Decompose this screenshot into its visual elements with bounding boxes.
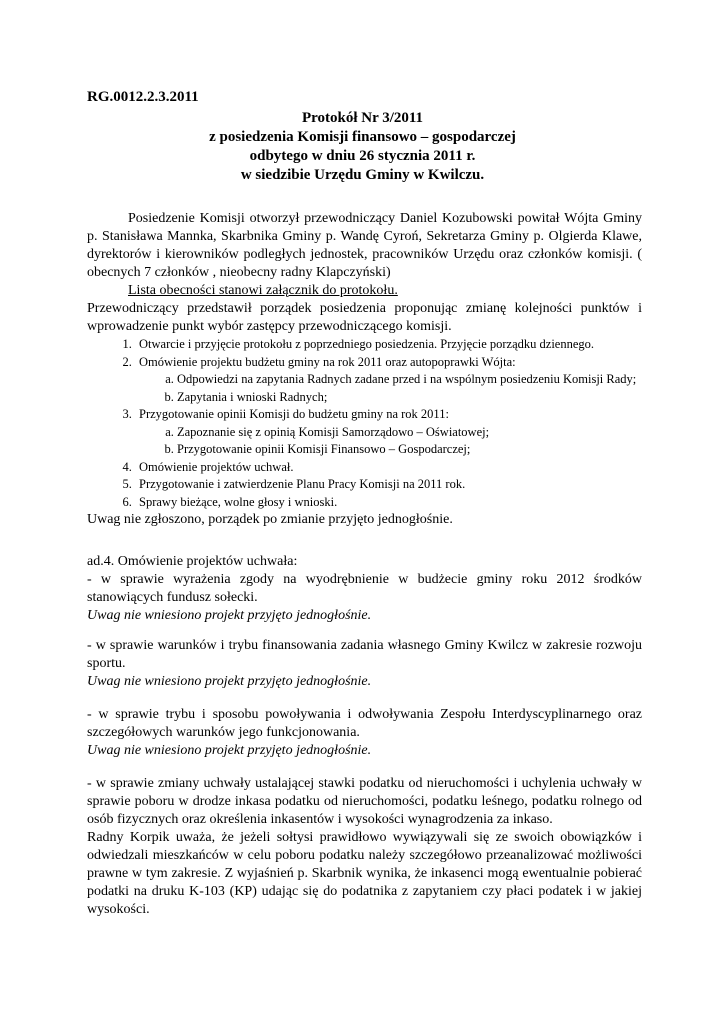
title-line: odbytego w dniu 26 stycznia 2011 r. bbox=[249, 148, 476, 164]
agenda-sublist bbox=[139, 371, 642, 406]
resolution-result: Uwag nie wniesiono projekt przyjęto jednogłośnie. bbox=[87, 674, 372, 689]
agenda-item-text: Omówienie projektów uchwał. bbox=[139, 459, 294, 474]
agenda-item-text: Omówienie projektu budżetu gminy na rok 2011 oraz autopoprawki Wójta: bbox=[139, 354, 516, 369]
resolution-item: - w sprawie warunków i trybu finansowania zadania własnego Gminy Kwilcz w zakresie rozwoju sportu. bbox=[87, 638, 642, 671]
resolution-block bbox=[87, 706, 642, 760]
resolution-block bbox=[87, 637, 642, 691]
agenda-subitem: b. Zapytania i wnioski Radnych; bbox=[177, 389, 642, 407]
intro-paragraph: Posiedzenie Komisji otworzył przewodniczący Daniel Kozubowski powitał Wójta Gminy p. Stanisława Mannka, Skarbnika Gminy p. Wandę Cyroń, Sekretarza Gminy p. Olgierda Klawe, dyrektorów i kierowników podległych jednostek, pracowników Urzędu oraz członków komisji. ( obecnych 7 członków , nieobecny radny Klapczyński) bbox=[87, 211, 642, 280]
agenda-item bbox=[135, 476, 642, 494]
agenda-list bbox=[87, 336, 642, 511]
document-reference-number: RG.0012.2.3.2011 bbox=[87, 89, 199, 105]
agenda-item bbox=[135, 459, 642, 477]
agenda-subitem: a. Odpowiedzi na zapytania Radnych zadane przed i na wspólnym posiedzeniu Komisji Rady; bbox=[177, 371, 642, 389]
title-line: Protokół Nr 3/2011 bbox=[301, 110, 424, 126]
agenda-item-text: Otwarcie i przyjęcie protokołu z poprzedniego posiedzenia. Przyjęcie porządku dziennego. bbox=[139, 337, 595, 351]
agenda-proposal: Przewodniczący przedstawił porządek posiedzenia proponując zmianę kolejności punktów i wprowadzenie punkt wybór zastępcy przewodniczącego komisji. bbox=[87, 301, 642, 334]
agenda-item bbox=[135, 354, 642, 407]
agenda-item-text: Przygotowanie opinii Komisji do budżetu gminy na rok 2011: bbox=[139, 407, 449, 421]
agenda-item-text: Przygotowanie i zatwierdzenie Planu Pracy Komisji na 2011 rok. bbox=[139, 477, 466, 491]
discussion-paragraph: Radny Korpik uważa, że jeżeli sołtysi prawidłowo wywiązywali się ze swoich obowiązków i odwiedzali mieszkańców w celu poboru podatku należy szczegółowo przeanalizować możliwości prawne w tym zakresie. Z wyjaśnień p. Skarbnik wynika, że inkasenci mogą ewentualnie pobierać podatki na druku K-103 (KP) udając się do podatnika z zapytaniem czy płaci podatek i w jakiej wysokości. bbox=[87, 830, 642, 917]
resolution-item: - w sprawie wyrażenia zgody na wyodrębnienie w budżecie gminy roku 2012 środków stanowiących fundusz sołecki. bbox=[87, 572, 642, 605]
resolution-item: - w sprawie trybu i sposobu powoływania i odwoływania Zespołu Interdyscyplinarnego oraz szczegółowych warunków jego funkcjonowania. bbox=[87, 707, 642, 740]
agenda-approval-note: Uwag nie zgłoszono, porządek po zmianie przyjęto jednogłośnie. bbox=[87, 512, 453, 527]
agenda-subitem: b. Przygotowanie opinii Komisji Finansowo – Gospodarczej; bbox=[177, 441, 642, 459]
agenda-item bbox=[135, 494, 642, 512]
resolution-item: - w sprawie zmiany uchwały ustalającej stawki podatku od nieruchomości i uchylenia uchwały w sprawie poboru w drodze inkasa podatku od nieruchomości, podatku leśnego, podatku rolnego od osób fizycznych oraz określenia inkasentów i wysokości wynagrodzenia za inkaso. bbox=[87, 776, 642, 827]
agenda-item bbox=[135, 336, 642, 354]
agenda-subitem: a. Zapoznanie się z opinią Komisji Samorządowo – Oświatowej; bbox=[177, 424, 642, 442]
agenda-item-text: Sprawy bieżące, wolne głosy i wnioski. bbox=[139, 494, 338, 509]
resolution-result: Uwag nie wniesiono projekt przyjęto jednogłośnie. bbox=[87, 743, 372, 758]
protocol-body bbox=[87, 210, 642, 529]
section-ad4 bbox=[87, 553, 642, 625]
agenda-sublist bbox=[139, 424, 642, 459]
title-line: z posiedzenia Komisji finansowo – gospodarczej bbox=[209, 129, 516, 145]
attendance-note: Lista obecności stanowi załącznik do protokołu. bbox=[128, 283, 398, 298]
protocol-title bbox=[0, 109, 725, 185]
title-line: w siedzibie Urzędu Gminy w Kwilczu. bbox=[240, 167, 485, 183]
section-heading: ad.4. Omówienie projektów uchwała: bbox=[87, 554, 298, 569]
resolution-block bbox=[87, 775, 642, 919]
agenda-item bbox=[135, 406, 642, 459]
resolution-result: Uwag nie wniesiono projekt przyjęto jednogłośnie. bbox=[87, 608, 372, 623]
